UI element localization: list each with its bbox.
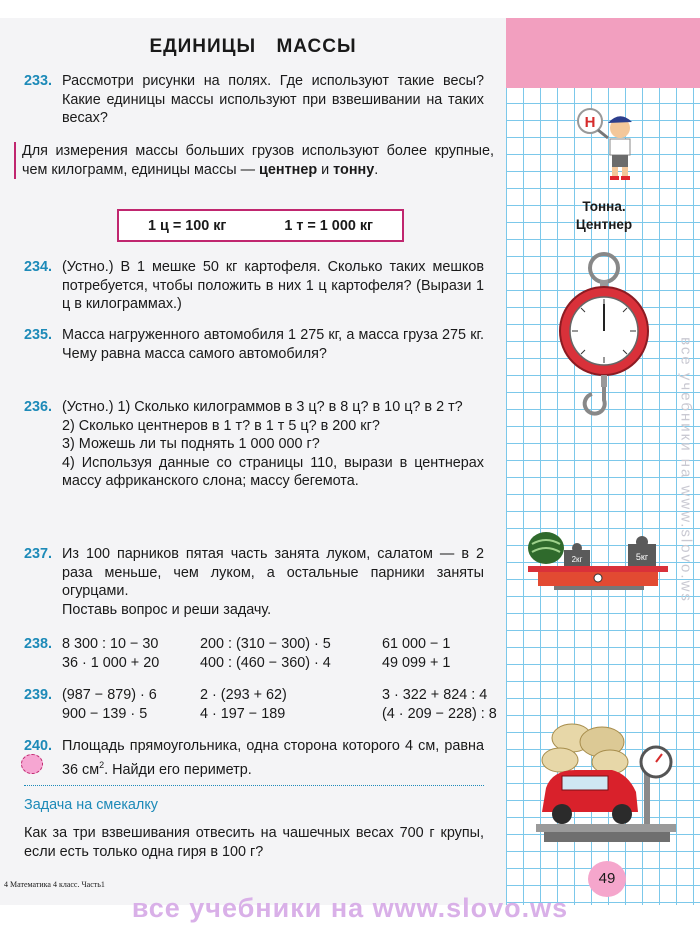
expression: 8 300 : 10 − 30 <box>62 636 159 652</box>
formula-box <box>117 209 404 242</box>
badge-letter: Н <box>584 114 596 131</box>
problem-number: 237. <box>24 546 53 562</box>
definition-text: Для измерения массы больших грузов используют более крупные, чем килограмм, единицы массы — <box>22 143 494 178</box>
boy-with-magnifier-icon <box>572 106 648 182</box>
truck-scale-icon <box>532 712 682 854</box>
problem-240 <box>24 737 484 779</box>
sidebar-title-line: Центнер <box>575 217 633 232</box>
expression: 49 099 + 1 <box>382 654 451 671</box>
page-title: ЕДИНИЦЫ МАССЫ <box>149 36 357 57</box>
expression: 61 000 − 1 <box>382 636 451 652</box>
problem-235 <box>24 326 484 363</box>
puzzle-heading: Задача на смекалку <box>24 797 158 813</box>
problem-number: 236. <box>24 399 53 415</box>
problem-number: 238. <box>24 636 53 652</box>
footnote: 4 Математика 4 класс. Часть1 <box>4 880 105 889</box>
problem-text: (Устно.) В 1 мешке 50 кг картофеля. Сколько таких мешков потребуется, чтобы положить в них 1 ц картофеля? (Вырази 1 ц в килограммах.) <box>62 259 484 312</box>
problem-237 <box>24 545 484 619</box>
expression: 200 : (310 − 300) · 5 <box>200 636 331 652</box>
problem-text: Площадь прямоугольника, одна сторона которого 4 см, равна 36 см <box>62 738 484 778</box>
watermark: все учебники на www.slovo.ws <box>131 893 569 923</box>
puzzle-text-block <box>24 824 484 861</box>
problem-number: 235. <box>24 327 53 343</box>
term-tonne: тонну <box>333 161 375 178</box>
problem-text: Из 100 парников пятая часть занята луком, салатом — в 2 раза меньше, чем луком, а остальные парники заняты огурцами. <box>62 546 484 599</box>
problem-239 <box>24 686 497 723</box>
weight-label: 2кг <box>571 555 583 564</box>
sidebar-title <box>506 198 700 234</box>
pink-band <box>506 18 700 88</box>
formula-tonne: 1 т = 1 000 кг <box>284 217 374 234</box>
definition-joiner: и <box>317 161 334 178</box>
problem-number: 240. <box>24 738 53 754</box>
expression: 36 · 1 000 + 20 <box>62 654 160 671</box>
problem-text: (Устно.) 1) Сколько килограммов в 3 ц? в 8 ц? в 10 ц? в 2 т? <box>62 399 463 415</box>
divider <box>24 785 484 786</box>
hanging-scale-icon <box>556 248 656 420</box>
problem-number: 239. <box>24 687 53 703</box>
weight-label: 5кг <box>635 552 649 562</box>
expression: 900 − 139 · 5 <box>62 705 148 722</box>
problem-text: 3) Можешь ли ты поднять 1 000 000 г? <box>62 436 320 452</box>
problem-234 <box>24 258 484 314</box>
expression: 3 · 322 + 824 : 4 <box>382 687 488 703</box>
problem-text: 4) Используя данные со страницы 110, вырази в центнерах массу африканского слона; массу бегемота. <box>62 454 484 489</box>
problem-text: Рассмотри рисунки на полях. Где используют такие весы? Какие единицы массы используют при взвешивании на таких весах? <box>62 73 484 126</box>
balance-scale-icon <box>524 522 672 592</box>
problem-238 <box>24 635 484 672</box>
formula-centner: 1 ц = 100 кг <box>147 217 227 234</box>
problem-text-end: . Найди его периметр. <box>104 761 252 778</box>
expression: 4 · 197 − 189 <box>200 705 286 722</box>
term-centner: центнер <box>259 161 318 178</box>
page-number: 49 <box>588 861 626 897</box>
definition-box <box>14 142 494 179</box>
problem-text: 2) Сколько центнеров в 1 т? в 1 т 5 ц? в 200 кг? <box>62 417 380 434</box>
superscript: 2 <box>99 759 105 770</box>
sidebar-title-line: Тонна. <box>582 199 626 214</box>
puzzle-text: Как за три взвешивания отвесить на чашечных весах 700 г крупы, если есть только одна гиря в 100 г? <box>24 825 484 860</box>
expression: (4 · 209 − 228) : 8 <box>382 705 497 722</box>
definition-end: . <box>374 161 379 178</box>
vertical-watermark: все учебники на www.slovo.ws <box>677 337 695 603</box>
problem-text: Масса нагруженного автомобиля 1 275 кг, а масса груза 275 кг. Чему равна масса самого автомобиля? <box>62 327 484 362</box>
hard-task-marker <box>21 754 43 774</box>
problem-233 <box>24 72 484 128</box>
expression: (987 − 879) · 6 <box>62 687 157 703</box>
problem-text: Поставь вопрос и реши задачу. <box>62 601 272 618</box>
expression: 2 · (293 + 62) <box>200 687 287 703</box>
problem-236 <box>24 398 484 491</box>
expression: 400 : (460 − 360) · 4 <box>200 654 331 671</box>
problem-number: 233. <box>24 73 53 89</box>
problem-number: 234. <box>24 259 53 275</box>
